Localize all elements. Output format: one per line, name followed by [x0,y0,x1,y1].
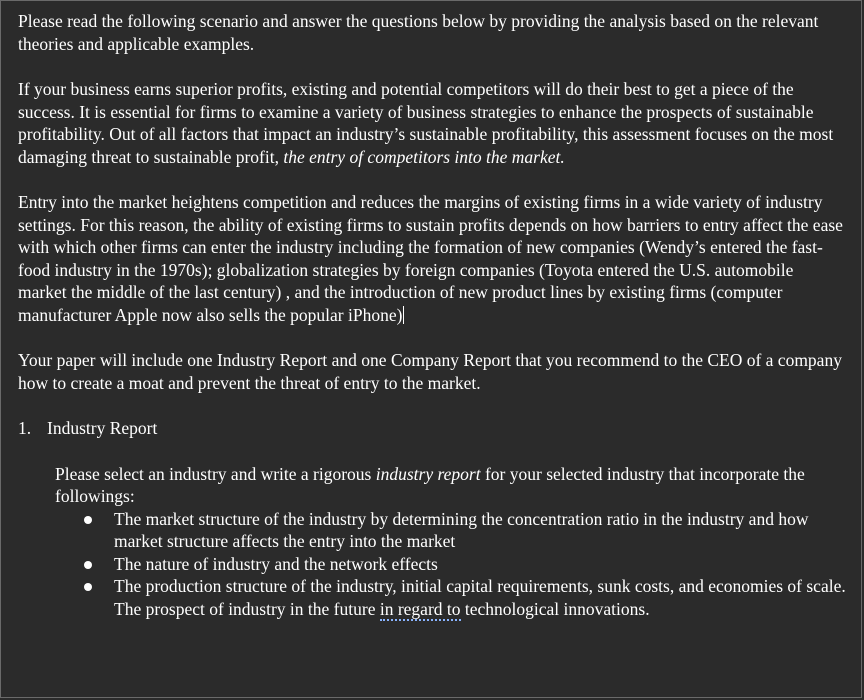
bullet-text: The nature of industry and the network effects [114,553,438,574]
intro-paragraph: Please read the following scenario and answer the questions below by providing the analysis based on the relevant theories and applicable examples. [18,11,819,54]
scenario-paragraph-1-italic: the entry of competitors into the market. [283,146,565,167]
section-1-bullet-list [84,508,846,621]
grammar-suggestion-underline[interactable]: in regard to [379,598,461,619]
spacer [18,168,846,191]
bullet-text-end: technological innovations. [460,598,650,619]
document-body[interactable] [18,10,846,620]
bullet-text: The production structure of the industry, initial capital requirements, sunk costs, and economies of scale. The prospect of industry in the future [114,576,846,619]
scenario-paragraph-1 [18,78,846,168]
spacer [18,55,846,78]
text-cursor [403,306,404,324]
section-1-lead [55,463,846,508]
bullet-item [84,508,846,553]
section-1-number: 1. [18,418,32,438]
scenario-paragraph-1-text: If your business earns superior profits, existing and potential competitors will do their best to get a piece of the success. It is essential for firms to examine a variety of business strategies to enhance the prospects of sustainable profitability. Out of all factors that impact an industry’s sustainable profitability, this assessment focuses on the most damaging threat to sustainable profit, [18,79,834,167]
bullet-icon [84,561,92,569]
spacer [18,394,846,417]
section-1-lead-text: Please select an industry and write a rigorous [55,463,376,484]
scenario-paragraph-2 [18,191,846,326]
scenario-paragraph-2-text: Entry into the market heightens competition and reduces the margins of existing firms in a wide variety of industry settings. For this reason, the ability of existing firms to sustain profits depends on how barriers to entry affect the ease with which other firms can enter the industry including the formation of new companies (Wendy’s entered the fast-food industry in the 1970s); globalization strategies by foreign companies (Toyota entered the U.S. automobile market the middle of the last century) , and the introduction of new product lines by existing firms (computer manufacturer Apple now also sells the popular iPhone) [18,192,843,325]
bullet-text: The market structure of the industry by determining the concentration ratio in the industry and how market structure affects the entry into the market [114,508,809,551]
assignment-paragraph: Your paper will include one Industry Report and one Company Report that you recommend to the CEO of a company how to create a moat and prevent the threat of entry to the market. [18,350,842,393]
bullet-icon [84,583,92,591]
bullet-item [84,553,846,576]
section-1-heading [18,417,846,440]
section-1-title: Industry Report [47,418,158,438]
bullet-item [84,575,846,620]
bullet-icon [84,516,92,524]
section-1-lead-italic: industry report [375,463,481,484]
spacer [18,440,846,463]
section-1-lead-text-end: for your selected industry that incorporate the followings: [55,463,805,506]
spacer [18,326,846,349]
